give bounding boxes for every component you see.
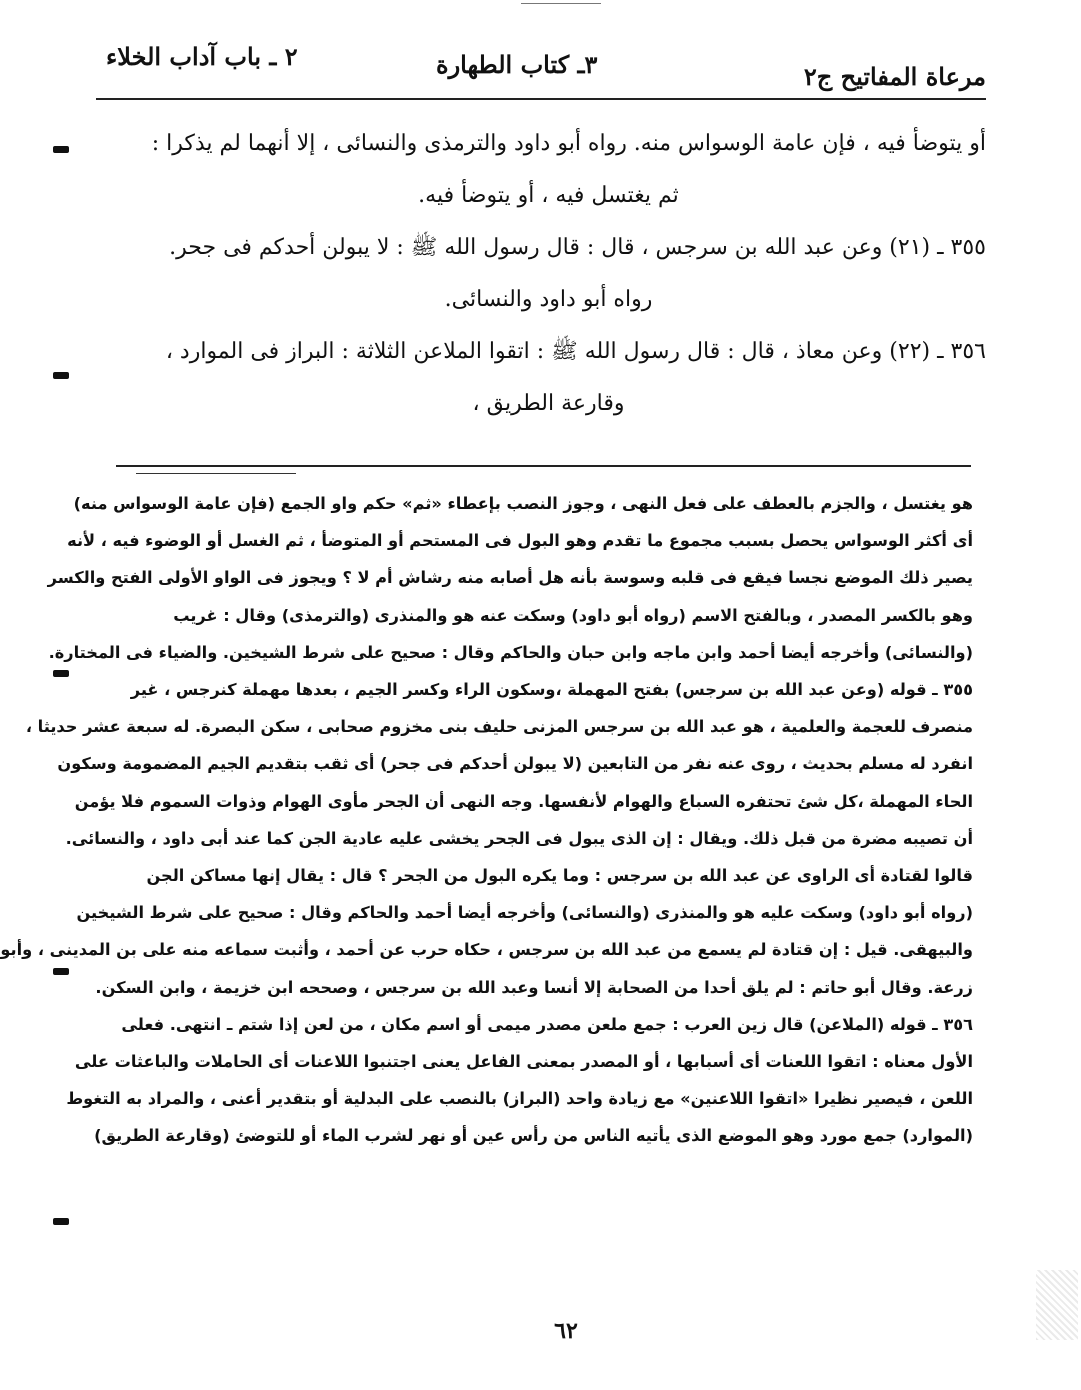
margin-mark (53, 372, 69, 379)
commentary-line: أن تصيبه مضرة من قبل ذلك. ويقال : إن الذى يبول فى الجحر يخشى عليه عادية الجن كما عند أبى داود ، والنسائى. (65, 828, 973, 848)
commentary-line: ٣٥٥ ـ قوله (وعن عبد الله بن سرجس) بفتح المهملة ،وسكون الراء وكسر الجيم ، بعدها مهملة كنرجس ، غير (130, 680, 973, 700)
commentary-line: أى أكثر الوسواس يحصل بسبب مجموع ما تقدم وهو البول فى المستحم أو المتوضأ ، ثم الغسل أو الوضوء فيه ، لأنه (67, 531, 973, 551)
commentary-line: ٣٥٦ ـ قوله (الملاعن) قال زين العرب : جمع ملعن مصدر ميمى أو اسم مكان ، من لعن إذا شتم ـ انتهى. فعلى (121, 1014, 973, 1034)
hadith-line: رواه أبو داود والنسائى. (444, 287, 653, 312)
scan-edge-line (521, 3, 601, 4)
header-bab-title: ٢ ـ باب آداب الخلاء (106, 42, 298, 71)
commentary-line: منصرف للعجمة والعلمية ، هو عبد الله بن سرجس المزنى حليف بنى مخزوم صحابى ، سكن البصرة. له سبعة عشر حديثا ، (25, 717, 973, 737)
commentary-line: هو يغتسل ، والجزم بالعطف على فعل النهى ، وجوز النصب بإعطاء «ثم» حكم واو الجمع (فإن عامة الوسواس منه) (73, 494, 973, 513)
hadith-line: وقارعة الطريق ، (472, 391, 625, 416)
commentary-line: قالوا لقتادة أى الراوى عن عبد الله بن سرجس : وما يكره البول من الجحر ؟ قال : يقال إنها مساكن الجن (146, 866, 973, 886)
commentary-line: (الموارد) جمع مورد وهو الموضع الذى يأتيه الناس من رأس عين أو نهر لشرب الماء أو للتوضئ (وقارعة الطريق) (94, 1126, 973, 1146)
header-divider (96, 98, 986, 100)
margin-mark (53, 146, 69, 153)
commentary-line: الحاء المهملة ،كل شئ تحتفره السباع والهوام لأنفسها. وجه النهى أن الجحر مأوى الهوام وذوات السموم فلا يؤمن (74, 791, 973, 811)
margin-mark (53, 670, 69, 677)
margin-mark (53, 968, 69, 975)
header-kitab-title: ٣ـ كتاب الطهارة (436, 50, 598, 79)
hadith-line: ٣٥٦ ـ (٢٢) وعن معاذ ، قال : قال رسول الله ﷺ : اتقوا الملاعن الثلاثة : البراز فى الموارد ، (165, 339, 986, 364)
running-header (106, 42, 986, 92)
hadith-line: أو يتوضأ فيه ، فإن عامة الوسواس منه. رواه أبو داود والترمذى والنسائى ، إلا أنهما لم يذكرا : (151, 131, 986, 156)
commentary-line: اللعن ، فيصير نظيرا «اتقوا اللاعنين» مع زيادة واحد (البراز) بالنصب على البدلية أو بتقدير أعنى ، والمراد به التغوط (66, 1089, 973, 1109)
commentary-line: الأول معناه : اتقوا اللعنات أى أسبابها ، أو المصدر بمعنى الفاعل يعنى اجتنبوا اللاعنات أى الحاملات والباعثات على (74, 1052, 973, 1072)
section-divider (116, 465, 971, 467)
commentary-line: (رواه أبو داود) وسكت عليه هو والمنذرى (والنسائى) وأخرجه أيضا أحمد والحاكم وقال : صحيح على شرط الشيخين (76, 903, 973, 923)
commentary-line: انفرد له مسلم بحديث ، روى عنه نفر من التابعين (لا يبولن أحدكم فى جحر) أى ثقب بتقديم الجيم المضمومة وسكون (57, 754, 973, 774)
page-number: ٦٢ (554, 1318, 578, 1344)
header-book-title: مرعاة المفاتيح ج٢ (803, 62, 986, 91)
commentary-line: (والنسائى) وأخرجه أيضا أحمد وابن ماجه وابن حبان والحاكم وقال : صحيح على شرط الشيخين. والضياء فى المختارة. (48, 642, 973, 662)
commentary-line: وهو بالكسر المصدر ، وبالفتح الاسم (رواه أبو داود) وسكت عنه هو والمنذرى (والترمذى) وقال : غريب (173, 605, 973, 625)
hadith-line: ثم يغتسل فيه ، أو يتوضأ فيه. (418, 183, 679, 208)
margin-mark (53, 1218, 69, 1225)
hadith-line: ٣٥٥ ـ (٢١) وعن عبد الله بن سرجس ، قال : قال رسول الله ﷺ : لا يبولن أحدكم فى جحر. (169, 235, 986, 260)
scan-noise (1036, 1270, 1078, 1340)
footnote-divider (136, 473, 296, 474)
hadith-text (111, 118, 986, 430)
commentary-text (0, 485, 973, 1155)
commentary-line: والبيهقى. قيل : إن قتادة لم يسمع من عبد الله بن سرجس ، حكاه حرب عن أحمد ، وأثبت سماعه منه على بن المدينى ، وأبو (0, 940, 973, 960)
commentary-line: زرعة. وقال أبو حاتم : لم يلق أحدا من الصحابة إلا أنسا وعبد الله بن سرجس ، وصححه ابن خزيمة ، وابن السكن. (95, 977, 973, 997)
commentary-line: يصير ذلك الموضع نجسا فيقع فى قلبه وسوسة بأنه هل أصابه منه رشاش أم لا ؟ ويجوز فى الواو الأولى الفتح والكسر (47, 568, 973, 588)
